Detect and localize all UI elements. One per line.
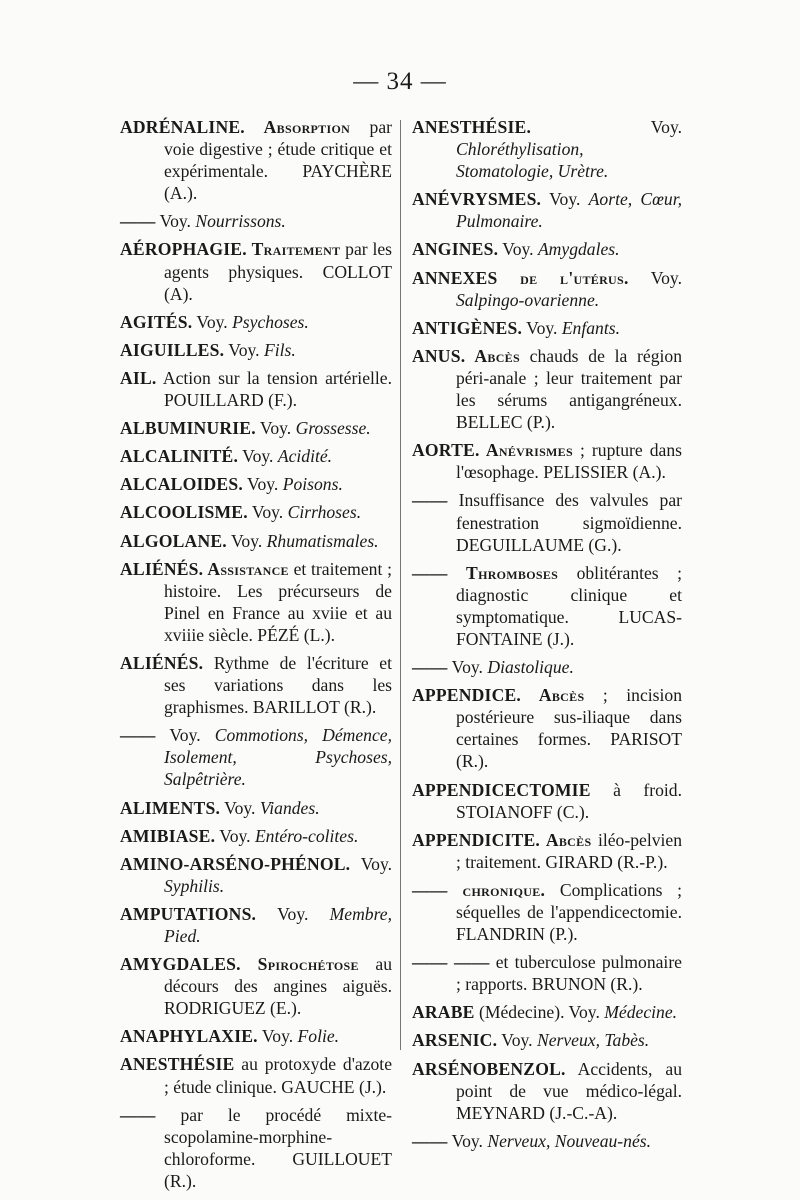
entry-ref: Grossesse. — [295, 418, 371, 439]
entry-text: Voy. — [256, 903, 330, 924]
entry-head: —— — [120, 1104, 156, 1125]
entry-head: ARSENIC. — [412, 1030, 498, 1051]
entry-head: ANTIGÈNES. — [412, 317, 523, 338]
index-entry — [412, 779, 682, 823]
entry-text: Insuffisance des valvules par fenestration sigmoïdienne. DEGUILLAUME (G.). — [447, 490, 682, 555]
index-entry — [412, 1058, 682, 1124]
entry-ref: Viandes. — [259, 797, 320, 818]
entry-ref: Amygdales. — [537, 239, 620, 260]
entry-text: Rythme de l'écriture et ses variations dans les graphismes. BARILLOT (R.). — [164, 652, 392, 718]
entry-text: Voy. — [531, 117, 682, 137]
index-entry — [412, 684, 682, 772]
entry-text: (Médecine). Voy. — [474, 1002, 605, 1023]
entry-head: —— —— — [412, 952, 490, 973]
index-entry — [120, 473, 392, 495]
entry-text: et traitement ; histoire. Les précurseurs de Pinel en France au xviie et au xviiie siècle. PÉZÉ (L.). — [164, 558, 392, 645]
entry-text: ; rupture dans l'œsophage. PELISSIER (A.). — [456, 440, 682, 483]
entry-text: Voy. — [498, 239, 538, 260]
entry-ref: Cirrhoses. — [287, 502, 362, 523]
index-entry — [120, 1053, 392, 1097]
entry-text: Voy. — [447, 657, 488, 678]
entry-head: —— — [120, 725, 156, 746]
entry-ref: Commotions, Démence, Isolement, Psychoses, Salpêtrière. — [164, 725, 392, 790]
index-entry — [412, 116, 682, 182]
entry-text: oblitérantes ; diagnostic clinique et symptomatique. LUCAS-FONTAINE (J.). — [456, 562, 683, 649]
entry-text: Voy. — [541, 189, 589, 210]
column-divider — [400, 120, 401, 1050]
entry-sc: Abcès — [465, 345, 520, 366]
entry-ref: Syphilis. — [164, 875, 225, 896]
entry-text: Voy. — [242, 474, 283, 495]
entry-head: AMPUTATIONS. — [120, 903, 257, 924]
index-entry — [412, 1001, 682, 1023]
index-entry — [120, 797, 392, 819]
index-entry — [412, 1130, 682, 1152]
entry-head: ALIÉNÉS. — [120, 652, 204, 673]
entry-ref: Salpingo-ovarienne. — [456, 289, 600, 310]
entry-head: ANESTHÉSIE. — [412, 117, 532, 137]
entry-head: AMYGDALES. — [120, 954, 241, 975]
entry-head: —— — [412, 490, 448, 511]
entry-text: Voy. — [497, 1030, 537, 1051]
index-entry — [412, 951, 682, 995]
entry-sc: Abcès — [521, 685, 585, 706]
index-entry — [120, 1025, 392, 1047]
entry-text: au protoxyde d'azote ; étude clinique. GAUCHE (J.). — [164, 1054, 392, 1097]
entry-sc: Anévrismes — [479, 440, 573, 461]
entry-text: Voy. — [226, 530, 267, 551]
entry-ref: Enfants. — [561, 317, 620, 338]
entry-head: AORTE. — [412, 440, 480, 461]
index-entry — [120, 903, 392, 947]
entry-text: Voy. — [522, 317, 562, 338]
entry-head: ANESTHÉSIE — [120, 1054, 235, 1075]
entry-head: AIGUILLES. — [120, 339, 225, 360]
entry-head: ANAPHYLAXIE. — [120, 1026, 258, 1047]
entry-head: ANÉVRYSMES. — [412, 189, 542, 210]
entry-text: Action sur la tension artérielle. POUILLARD (F.). — [156, 367, 392, 411]
entry-head: ANUS. — [412, 345, 466, 366]
entry-ref: Nourrissons. — [195, 211, 286, 232]
entry-head: AMIBIASE. — [120, 825, 216, 846]
entry-head: ADRÉNALINE. — [120, 117, 245, 137]
index-entry — [412, 267, 682, 311]
entry-text: par les agents physiques. COLLOT (A). — [164, 239, 392, 304]
entry-text: Voy. — [350, 853, 392, 874]
index-entry — [120, 953, 392, 1019]
entry-ref: Médecine. — [604, 1002, 678, 1023]
entry-sc: de l'utérus. — [497, 267, 629, 288]
index-entry — [412, 489, 682, 555]
entry-ref: Membre, Pied. — [164, 903, 392, 946]
index-entry — [120, 825, 392, 847]
entry-ref: Entéro-colites. — [254, 825, 359, 846]
entry-text: par le procédé mixte-scopolamine-morphine-chloroforme. GUILLOUET (R.). — [155, 1104, 392, 1191]
entry-ref: Nerveux, Tabès. — [536, 1030, 650, 1051]
index-entry — [120, 238, 392, 304]
entry-ref: Fils. — [263, 339, 296, 360]
entry-ref: Rhumatismales. — [266, 530, 379, 551]
entry-sc: Absorption — [244, 117, 351, 137]
index-entry — [120, 853, 392, 897]
entry-text: Voy. — [155, 725, 215, 746]
entry-text: par voie digestive ; étude critique et expérimentale. PAYCHÈRE (A.). — [164, 117, 392, 204]
entry-head: ALCALOIDES. — [120, 474, 243, 495]
entry-head: APPENDICE. — [412, 685, 522, 706]
entry-text: Voy. — [238, 446, 278, 467]
index-entry — [120, 311, 392, 333]
entry-ref: Psychoses. — [232, 311, 309, 332]
entry-sc: Thromboses — [447, 562, 559, 583]
entry-sc: Traitement — [246, 239, 341, 260]
entry-head: APPENDICITE. — [412, 829, 541, 850]
entry-head: APPENDICECTOMIE — [412, 779, 591, 800]
entry-text: Voy. — [257, 1026, 298, 1047]
entry-head: —— — [120, 211, 156, 232]
entry-head: AGITÉS. — [120, 311, 193, 332]
index-entry — [412, 879, 682, 945]
entry-head: ALGOLANE. — [120, 530, 227, 551]
entry-text: Voy. — [155, 211, 196, 232]
entry-ref: Acidité. — [277, 446, 333, 467]
entry-text: Voy. — [628, 267, 682, 288]
entry-text: Voy. — [215, 825, 255, 846]
entry-text: iléo-pelvien ; traitement. GIRARD (R.-P.). — [456, 829, 682, 872]
entry-sc: Abcès — [540, 829, 592, 850]
entry-text: au décours des angines aiguës. RODRIGUEZ (E.). — [164, 954, 392, 1019]
index-entry — [120, 530, 392, 552]
entry-text: Voy. — [224, 339, 264, 360]
entry-head: ALCALINITÉ. — [120, 446, 239, 467]
index-entry — [412, 439, 682, 483]
entry-text: à froid. STOIANOFF (C.). — [456, 779, 682, 822]
left-column — [120, 116, 392, 1198]
entry-text: Voy. — [247, 502, 288, 523]
index-entry — [412, 1029, 682, 1051]
entry-sc: Assistance — [203, 558, 289, 579]
entry-head: —— — [412, 879, 448, 900]
index-entry — [412, 317, 682, 339]
entry-ref: Nerveux, Nouveau-nés. — [487, 1130, 652, 1151]
entry-head: AMINO-ARSÉNO-PHÉNOL. — [120, 853, 351, 874]
index-entry — [412, 345, 682, 433]
entry-head: ALIMENTS. — [120, 797, 221, 818]
index-entry — [412, 656, 682, 678]
entry-text: Voy. — [192, 311, 233, 332]
entry-text: Voy. — [447, 1130, 488, 1151]
index-entry — [120, 724, 392, 790]
entry-head: AÉROPHAGIE. — [120, 239, 247, 260]
index-entry — [412, 188, 682, 232]
index-entry — [120, 1104, 392, 1192]
entry-text: Voy. — [220, 797, 260, 818]
index-entry — [120, 652, 392, 718]
page-number: — 34 — — [353, 68, 447, 95]
entry-sc: chronique. — [447, 879, 546, 900]
index-entry — [412, 562, 682, 650]
index-entry — [412, 238, 682, 260]
index-entry — [120, 445, 392, 467]
entry-head: —— — [412, 657, 448, 678]
index-entry — [120, 210, 392, 232]
entry-head: —— — [412, 562, 448, 583]
entry-head: ANGINES. — [412, 239, 499, 260]
right-column — [412, 116, 682, 1158]
entry-head: ALBUMINURIE. — [120, 418, 256, 439]
entry-text: Complications ; séquelles de l'appendicectomie. FLANDRIN (P.). — [456, 879, 682, 945]
index-entry — [120, 417, 392, 439]
entry-head: ARSÉNOBENZOL. — [412, 1058, 566, 1079]
entry-head: ALIÉNÉS. — [120, 558, 204, 579]
entry-ref: Aorte, Cœur, Pulmonaire. — [456, 189, 682, 232]
entry-ref: Poisons. — [282, 474, 343, 495]
index-entry — [120, 558, 392, 646]
entry-head: AIL. — [120, 367, 157, 388]
entry-text: ; incision postérieure sus-iliaque dans certaines formes. PARISOT (R.). — [456, 685, 682, 772]
entry-ref: Chloréthylisation, Stomatologie, Urètre. — [456, 139, 609, 182]
entry-text: Voy. — [255, 418, 296, 439]
entry-text: Accidents, au point de vue médico-légal. MEYNARD (J.-C.-A). — [456, 1058, 682, 1123]
entry-text: et tuberculose pulmonaire ; rapports. BRUNON (R.). — [456, 952, 682, 995]
entry-head: ANNEXES — [412, 267, 498, 288]
entry-head: ALCOOLISME. — [120, 502, 248, 523]
index-entry — [120, 339, 392, 361]
index-entry — [412, 829, 682, 873]
index-entry — [120, 501, 392, 523]
entry-ref: Folie. — [297, 1026, 340, 1047]
entry-sc: Spirochétose — [240, 954, 359, 975]
entry-head: —— — [412, 1130, 448, 1151]
entry-text: chauds de la région péri-anale ; leur traitement par les sérums antigangréneux. BELLEC (P.). — [456, 345, 682, 433]
index-entry — [120, 367, 392, 411]
index-entry — [120, 116, 392, 204]
entry-head: ARABE — [412, 1002, 475, 1023]
entry-ref: Diastolique. — [487, 657, 574, 678]
